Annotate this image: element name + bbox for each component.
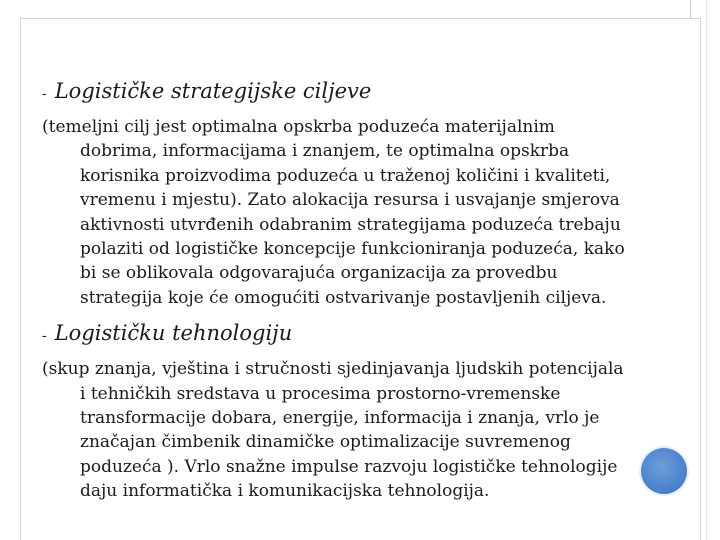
- decorative-circle: [641, 448, 687, 494]
- section-body-technology: (skup znanja, vještina i stručnosti sjedinjavanja ljudskih potencijala i tehničkih sredstava u procesima prostorno-vremenske transformacije dobara, energije, informacija i znanja, vrlo je značajan čimbenik dinamičke optimalizacije suvremenog poduzeća ). Vrlo snažne impulse razvoju logističke tehnologije daju informatička i komunikacijska tehnologija.: [42, 359, 624, 502]
- slide-content: [42, 76, 632, 504]
- frame-rule-top: [690, 0, 691, 18]
- heading-text: Logističku tehnologiju: [54, 321, 293, 346]
- frame-rule-right: [706, 0, 707, 540]
- section-body-strategic-goals: (temeljni cilj jest optimalna opskrba poduzeća materijalnim dobrima, informacijama i znanjem, te optimalna opskrba korisnika proizvodima poduzeća u traženoj količini i kvaliteti, vremenu i mjestu). Zato alokacija resursa i usvajanje smjerova aktivnosti utvrđenih odabranim strategijama poduzeća trebaju polaziti od logističke koncepcije funkcioniranja poduzeća, kako bi se oblikovala odgovarajuća organizacija za provedbu strategija koje će omogućiti ostvarivanje postavljenih ciljeva.: [42, 117, 625, 308]
- bullet-dash: -: [42, 328, 47, 345]
- frame-border-left: [20, 18, 21, 540]
- heading-text: Logističke strategijske ciljeve: [54, 79, 372, 103]
- section-heading-technology: [42, 318, 632, 351]
- bullet-dash: -: [42, 86, 47, 102]
- frame-border-top: [20, 18, 700, 19]
- frame-border-right: [700, 18, 701, 540]
- section-heading-strategic-goals: [42, 76, 632, 109]
